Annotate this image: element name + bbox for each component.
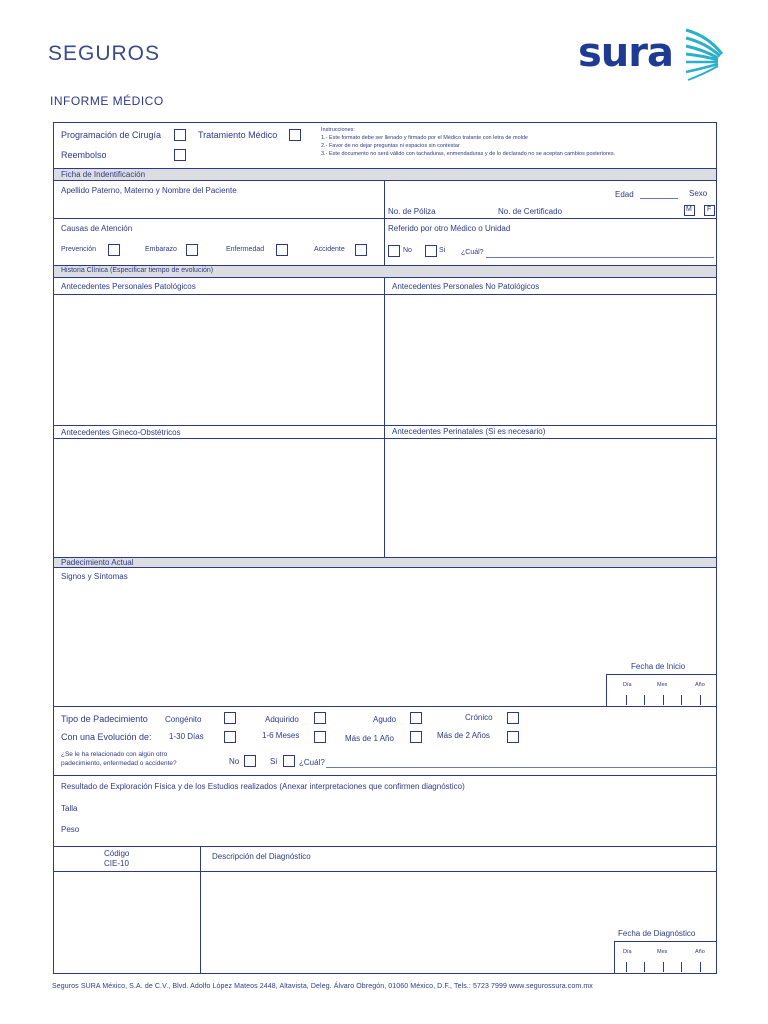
fecha-inicio-anio: Año [695, 682, 705, 688]
company-name: SEGUROS [48, 42, 161, 65]
patient-name-label: Apellido Paterno, Materno y Nombre del Paciente [61, 186, 237, 195]
tipo-label: Tipo de Padecimiento [61, 714, 148, 724]
cie-label: CIE-10 [104, 859, 129, 868]
enfermedad-label: Enfermedad [226, 246, 265, 253]
fecha-inicio-label: Fecha de Inicio [631, 662, 686, 671]
identificacion-title: Ficha de Indentificación [61, 170, 146, 179]
resultado-label: Resultado de Exploración Física y de los Estudios realizados (Anexar interpretaciones que confirmen diagnóstico) [61, 782, 465, 791]
evolucion-2-checkbox[interactable] [314, 731, 326, 743]
prevencion-label: Prevención [61, 246, 97, 253]
reembolso-label: Reembolso [61, 150, 107, 160]
adquirido-checkbox[interactable] [314, 712, 326, 724]
accidente-label: Accidente [314, 246, 345, 253]
referido-label: Referido por otro Médico o Unidad [388, 224, 511, 233]
evolucion-4-checkbox[interactable] [507, 731, 519, 743]
programacion-checkbox[interactable] [174, 129, 186, 141]
fecha-diagnostico-dia: Día [623, 949, 632, 955]
relacionado-cual-label: ¿Cuál? [299, 758, 325, 767]
relacionado-no-checkbox[interactable] [244, 755, 256, 767]
certificado-label: No. de Certificado [498, 207, 563, 216]
agudo-label: Agudo [373, 715, 397, 724]
relacionado-cual-line[interactable] [326, 767, 716, 768]
cronico-label: Crónico [465, 713, 493, 722]
poliza-label: No. de Póliza [388, 207, 436, 216]
cronico-checkbox[interactable] [507, 712, 519, 724]
tratamiento-label: Tratamiento Médico [198, 130, 278, 140]
fecha-inicio-dia: Día [623, 682, 632, 688]
relacionado-label-2: padecimiento, enfermedad o accidente? [61, 760, 177, 767]
accidente-checkbox[interactable] [355, 244, 367, 256]
evolucion-3-checkbox[interactable] [410, 731, 422, 743]
referido-no-checkbox[interactable] [388, 245, 400, 257]
form-title: INFORME MÉDICO [50, 94, 164, 108]
referido-cual-line[interactable] [486, 257, 714, 258]
causas-label: Causas de Atención [61, 224, 133, 233]
no-patologicos-label: Antecedentes Personales No Patológicos [392, 282, 540, 291]
relacionado-label-1: ¿Se le ha relacionado con algún otro [61, 751, 168, 758]
reembolso-checkbox[interactable] [174, 149, 186, 161]
evolucion-1-checkbox[interactable] [224, 731, 236, 743]
enfermedad-checkbox[interactable] [276, 244, 288, 256]
logo-swoosh-icon [682, 26, 726, 84]
embarazo-label: Embarazo [145, 246, 177, 253]
sex-f-label: F [707, 206, 712, 213]
instruction-3: 3.- Este documento no será válido con tachaduras, enmendaduras y de lo declarado no se aceptan cambios posteriores. [321, 151, 616, 157]
patologicos-label: Antecedentes Personales Patológicos [61, 282, 196, 291]
relacionado-no-label: No [229, 757, 240, 766]
padecimiento-title: Padecimiento Actual [61, 558, 134, 567]
agudo-checkbox[interactable] [410, 712, 422, 724]
sura-logo [578, 26, 726, 84]
evolucion-3-label: Más de 1 Año [345, 734, 394, 743]
gineco-label: Antecedentes Gineco-Obstétricos [61, 428, 181, 437]
embarazo-checkbox[interactable] [186, 244, 198, 256]
instructions-title: Instrucciones: [321, 127, 355, 133]
peso-label: Peso [61, 825, 80, 834]
referido-cual-label: ¿Cuál? [461, 249, 484, 256]
evolucion-1-label: 1-30 Días [169, 732, 204, 741]
relacionado-si-checkbox[interactable] [283, 755, 295, 767]
fecha-diagnostico-mes: Mes [657, 949, 668, 955]
adquirido-label: Adquirido [265, 715, 299, 724]
logo-wordmark: sura [578, 30, 674, 76]
prevencion-checkbox[interactable] [108, 244, 120, 256]
referido-si-label: Si [439, 247, 446, 254]
signos-label: Signos y Síntomas [61, 572, 128, 581]
footer-text: Seguros SURA México, S.A. de C.V., Blvd. Adolfo López Mateos 2448, Altavista, Deleg. Álvaro Obregón, 01060 México, D.F., Tels.: 5723 7999 www.segurossura.com.mx [52, 983, 593, 990]
descripcion-label: Descripción del Diagnóstico [212, 852, 311, 861]
referido-si-checkbox[interactable] [425, 245, 437, 257]
referido-no-label: No [403, 247, 412, 254]
instruction-1: 1.- Este formato debe ser llenado y firmado por el Médico tratante con letra de molde [321, 135, 528, 141]
congenito-checkbox[interactable] [224, 712, 236, 724]
relacionado-si-label: Si [270, 757, 278, 766]
fecha-diagnostico-label: Fecha de Diagnóstico [618, 929, 696, 938]
congenito-label: Congénito [165, 715, 202, 724]
edad-label: Edad [615, 190, 634, 199]
sexo-label: Sexo [689, 189, 708, 198]
fecha-diagnostico-anio: Año [695, 949, 705, 955]
instruction-2: 2.- Favor de no dejar preguntas ni espacios sin contestar [321, 143, 460, 149]
programacion-label: Programación de Cirugía [61, 130, 162, 140]
evolucion-2-label: 1-6 Meses [262, 731, 300, 740]
evolucion-label: Con una Evolución de: [61, 732, 152, 742]
codigo-label: Código [104, 849, 130, 858]
tratamiento-checkbox[interactable] [289, 129, 301, 141]
perinatales-label: Antecedentes Perinatales (Si es necesario) [392, 427, 546, 436]
section-band-padecimiento [54, 557, 716, 568]
talla-label: Talla [61, 804, 78, 813]
evolucion-4-label: Más de 2 Años [437, 731, 490, 740]
sex-m-label: M [686, 206, 692, 213]
section-band-identificacion [54, 168, 716, 181]
fecha-inicio-mes: Mes [657, 682, 668, 688]
historia-title: Historia Clínica (Especificar tiempo de evolución) [61, 267, 214, 274]
